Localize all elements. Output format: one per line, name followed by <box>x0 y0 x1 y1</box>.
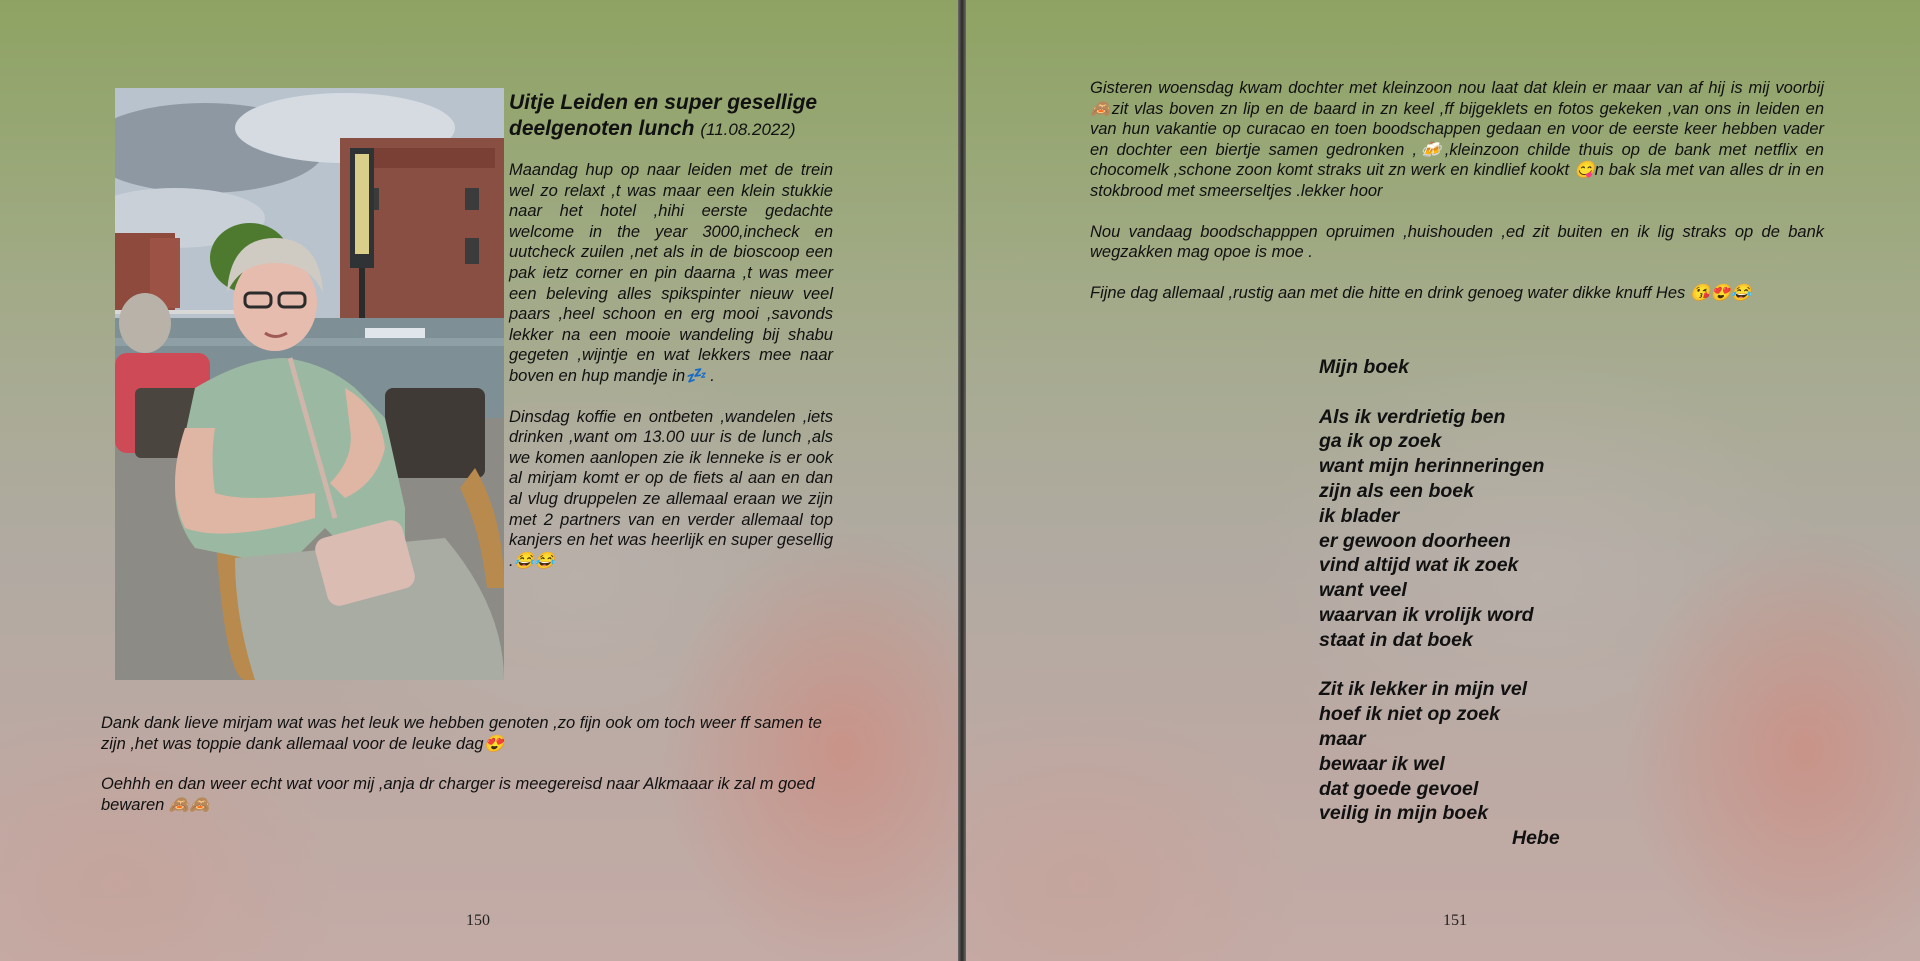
poem-line: er gewoon doorheen <box>1319 529 1511 552</box>
poem-signature: Hebe <box>1512 827 1560 850</box>
article-footer-text <box>101 713 836 835</box>
poem-title: Mijn boek <box>1319 356 1409 378</box>
paragraph-monday: Maandag hup op naar leiden met de trein wel zo relaxt ,t was maar een klein stukkie naar het hotel ,hihi eerste gedachte welcome in the year 3000,incheck en uutcheck zuilen ,net als in de bioscoop een pak ietz corner en pin daarna ,t was meer een beleving alles spikspinter nieuw veel paars ,heel schoon en erg mooi ,savonds lekker na een mooie wandeling bij shabu gegeten ,wijntje en wat lekkers mee naar boven en hup mandje in💤 . <box>509 161 833 385</box>
article-body <box>509 160 833 591</box>
poem-line: ga ik op zoek <box>1319 430 1442 453</box>
paragraph-today: Nou vandaag boodschapppen opruimen ,huishouden ,ed zit buiten en ik lig straks op de bank wegzakken mag opoe is moe . <box>1090 222 1824 262</box>
poem-line: bewaar ik wel <box>1319 752 1445 775</box>
page-number-right: 151 <box>1443 912 1467 929</box>
left-page <box>0 0 958 961</box>
poem-spacer <box>1319 380 1649 405</box>
poem-line: waarvan ik vrolijk word <box>1319 603 1534 626</box>
paragraph-greeting: Fijne dag allemaal ,rustig aan met die hitte en drink genoeg water dikke knuff Hes 😘😍😂 <box>1090 283 1752 302</box>
poem-line: zijn als een boek <box>1319 479 1474 502</box>
poem-line: want mijn herinneringen <box>1319 455 1545 478</box>
paragraph-tuesday: Dinsdag koffie en ontbeten ,wandelen ,iets drinken ,want om 13.00 uur is de lunch ,als we komen aanlopen zie ik lenneke is er ook al mirjam komt er op de fiets al aan en dan al vlug druppelen ze allemaal eraan we zijn met 2 partners van en verder allemaal top kanjers en het was heerlijk en super gesellig .😂😂 <box>509 407 833 570</box>
poem-line: Als ik verdrietig ben <box>1319 405 1506 428</box>
article-title <box>509 90 841 143</box>
book-gutter <box>958 0 966 961</box>
paragraph-wednesday: Gisteren woensdag kwam dochter met kleinzoon nou laat dat klein er maar van af hij is mij voorbij 🙈zit vlas boven zn lip en de baard in zn keel ,ff bijgeklets en fotos gekeken ,van ons in leiden en van hun vakantie op curacao en toen boodschappen gedaan en voor de eerste keer hebben vader en dochter een biertje samen gedronken ,🍻,kleinzoon childe thuis op de bank met netflix en chocomelk ,schone zoon komt straks uit zn werk en kindlief kookt 😋n bak sla met van alles dr in en stokbrood met smeerseltjes .lekker hoor <box>1090 79 1824 200</box>
poem-line: Zit ik lekker in mijn vel <box>1319 678 1528 701</box>
poem-line: hoef ik niet op zoek <box>1319 703 1500 726</box>
diary-text <box>1090 78 1824 323</box>
poem-line: dat goede gevoel <box>1319 777 1479 800</box>
poem-line: veilig in mijn boek <box>1319 802 1489 825</box>
poem-line: ik blader <box>1319 504 1400 527</box>
paragraph-thanks: Dank dank lieve mirjam wat was het leuk we hebben genoten ,zo fijn ook om toch weer ff samen te zijn ,het was toppie dank allemaal voor de leuke dag😍 <box>101 714 822 753</box>
poem <box>1319 355 1649 851</box>
poem-spacer <box>1319 653 1649 678</box>
poem-line: want veel <box>1319 579 1407 602</box>
right-page <box>966 0 1920 961</box>
poem-line: maar <box>1319 727 1366 750</box>
article-date: (11.08.2022) <box>700 120 796 139</box>
page-number-left: 150 <box>466 912 490 929</box>
poem-line: staat in dat boek <box>1319 628 1473 651</box>
photo-illustration <box>115 88 504 680</box>
photo-woman-on-terrace <box>115 88 504 680</box>
poem-line: vind altijd wat ik zoek <box>1319 554 1519 577</box>
paragraph-charger: Oehhh en dan weer echt wat voor mij ,anja dr charger is meegereisd naar Alkmaaar ik zal m goed bewaren 🙈🙈 <box>101 775 815 814</box>
article-title-text: Uitje Leiden en super gesellige deelgenoten lunch <box>509 91 818 140</box>
